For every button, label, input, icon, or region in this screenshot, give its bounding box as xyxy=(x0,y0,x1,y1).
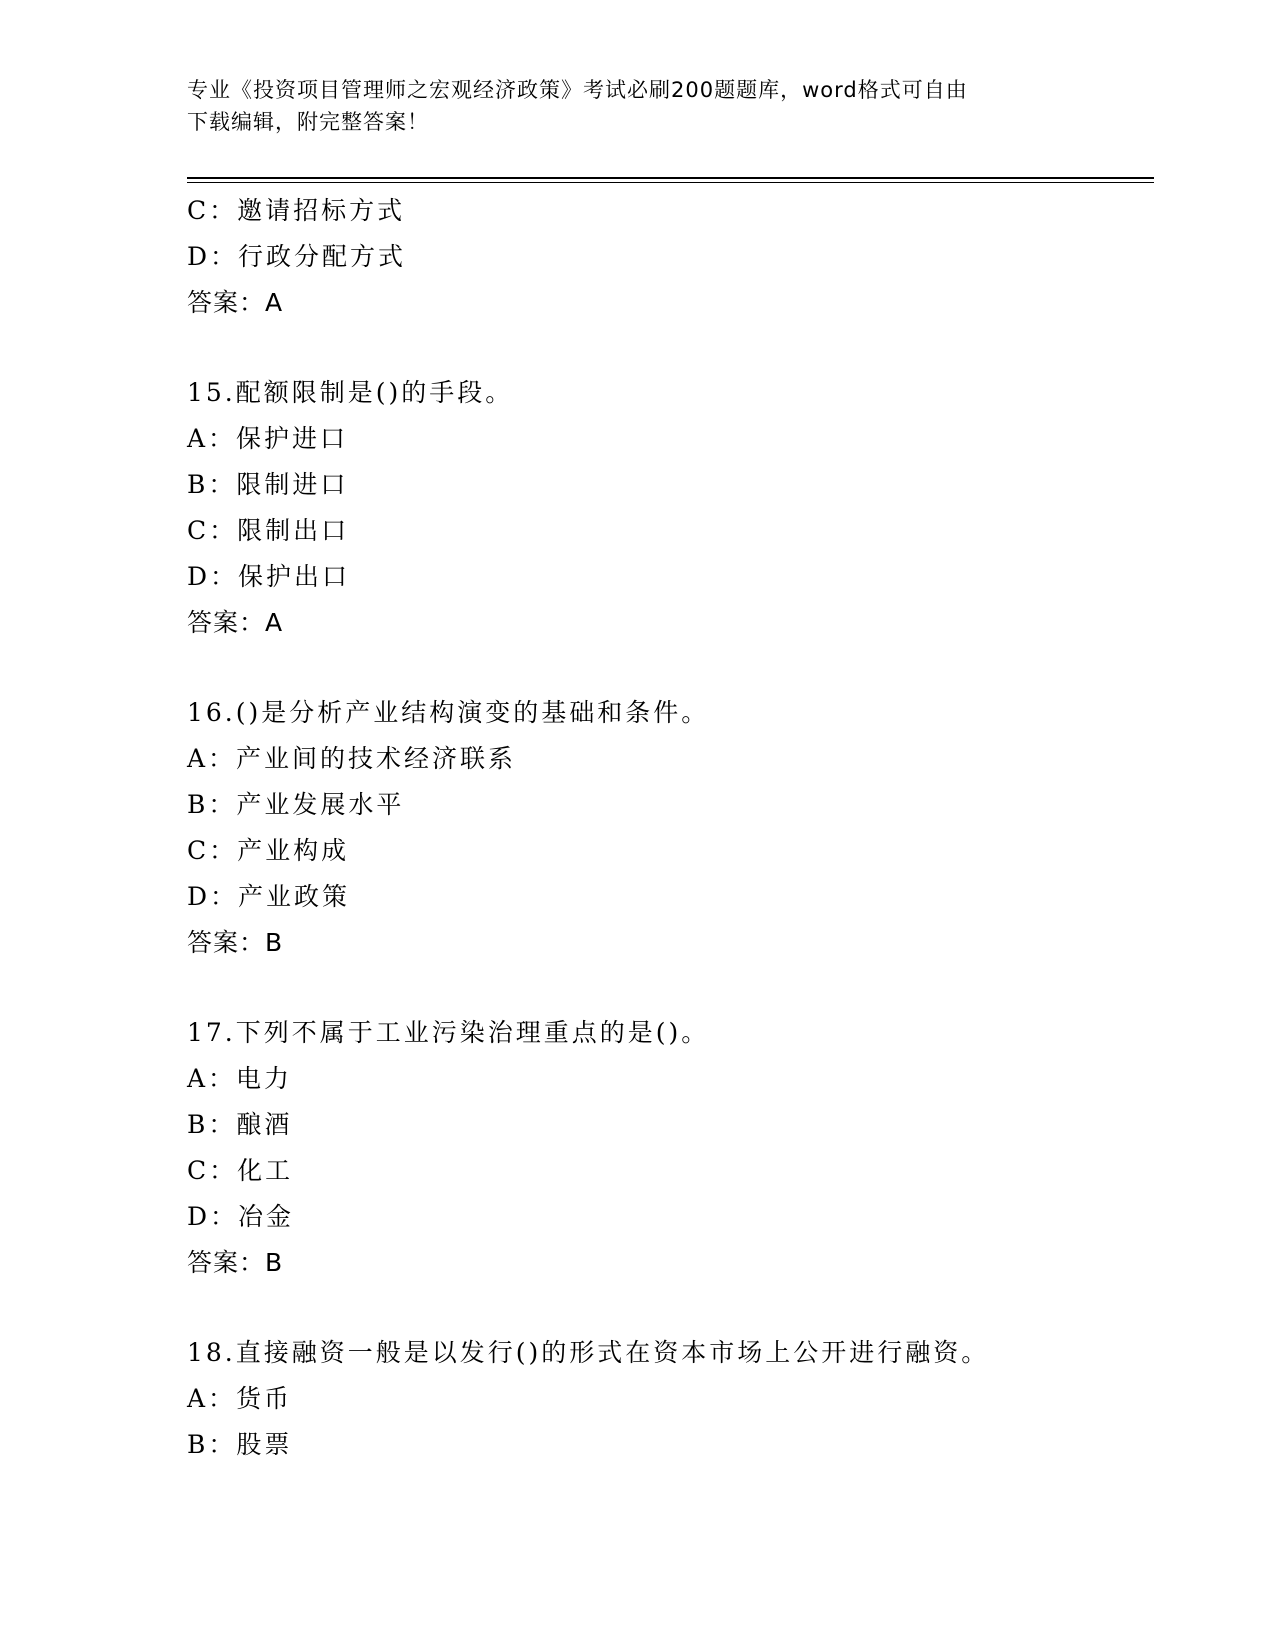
header-divider xyxy=(187,177,1154,183)
question-stem: 15.配额限制是()的手段。 xyxy=(187,378,514,407)
answer: 答案：A xyxy=(187,288,284,317)
spacer xyxy=(187,1286,1147,1330)
option-d: D：产业政策 xyxy=(187,882,351,911)
question-15 xyxy=(187,370,1147,646)
question-list xyxy=(187,188,1147,1468)
option-a: A：电力 xyxy=(187,1064,293,1093)
option-b: B：股票 xyxy=(187,1430,293,1459)
answer: 答案：B xyxy=(187,928,284,957)
option-c: C：限制出口 xyxy=(187,516,350,545)
option-b: B：限制进口 xyxy=(187,470,349,499)
option-a: A：产业间的技术经济联系 xyxy=(187,744,517,773)
option-b: B：产业发展水平 xyxy=(187,790,405,819)
option-a: A：保护进口 xyxy=(187,424,349,453)
header-line-2: 下载编辑，附完整答案！ xyxy=(187,110,429,134)
option-a: A：货币 xyxy=(187,1384,293,1413)
question-16 xyxy=(187,690,1147,966)
question-17 xyxy=(187,1010,1147,1286)
spacer xyxy=(187,966,1147,1010)
header-line-1: 专业《投资项目管理师之宏观经济政策》考试必刷200题题库，word格式可自由 xyxy=(187,78,968,102)
question-stem: 16.()是分析产业结构演变的基础和条件。 xyxy=(187,698,710,727)
option-c: C：产业构成 xyxy=(187,836,350,865)
question-stem: 18.直接融资一般是以发行()的形式在资本市场上公开进行融资。 xyxy=(187,1338,990,1367)
question-18 xyxy=(187,1330,1147,1468)
answer: 答案：A xyxy=(187,608,284,637)
option-d: D：行政分配方式 xyxy=(187,242,407,271)
spacer xyxy=(187,326,1147,370)
option-b: B：酿酒 xyxy=(187,1110,293,1139)
answer: 答案：B xyxy=(187,1248,284,1277)
document-header xyxy=(187,74,1067,138)
option-c: C：化工 xyxy=(187,1156,294,1185)
option-d: D：保护出口 xyxy=(187,562,351,591)
option-c: C：邀请招标方式 xyxy=(187,196,406,225)
question-stem: 17.下列不属于工业污染治理重点的是()。 xyxy=(187,1018,710,1047)
spacer xyxy=(187,646,1147,690)
option-d: D：冶金 xyxy=(187,1202,295,1231)
question-14-tail xyxy=(187,188,1147,326)
